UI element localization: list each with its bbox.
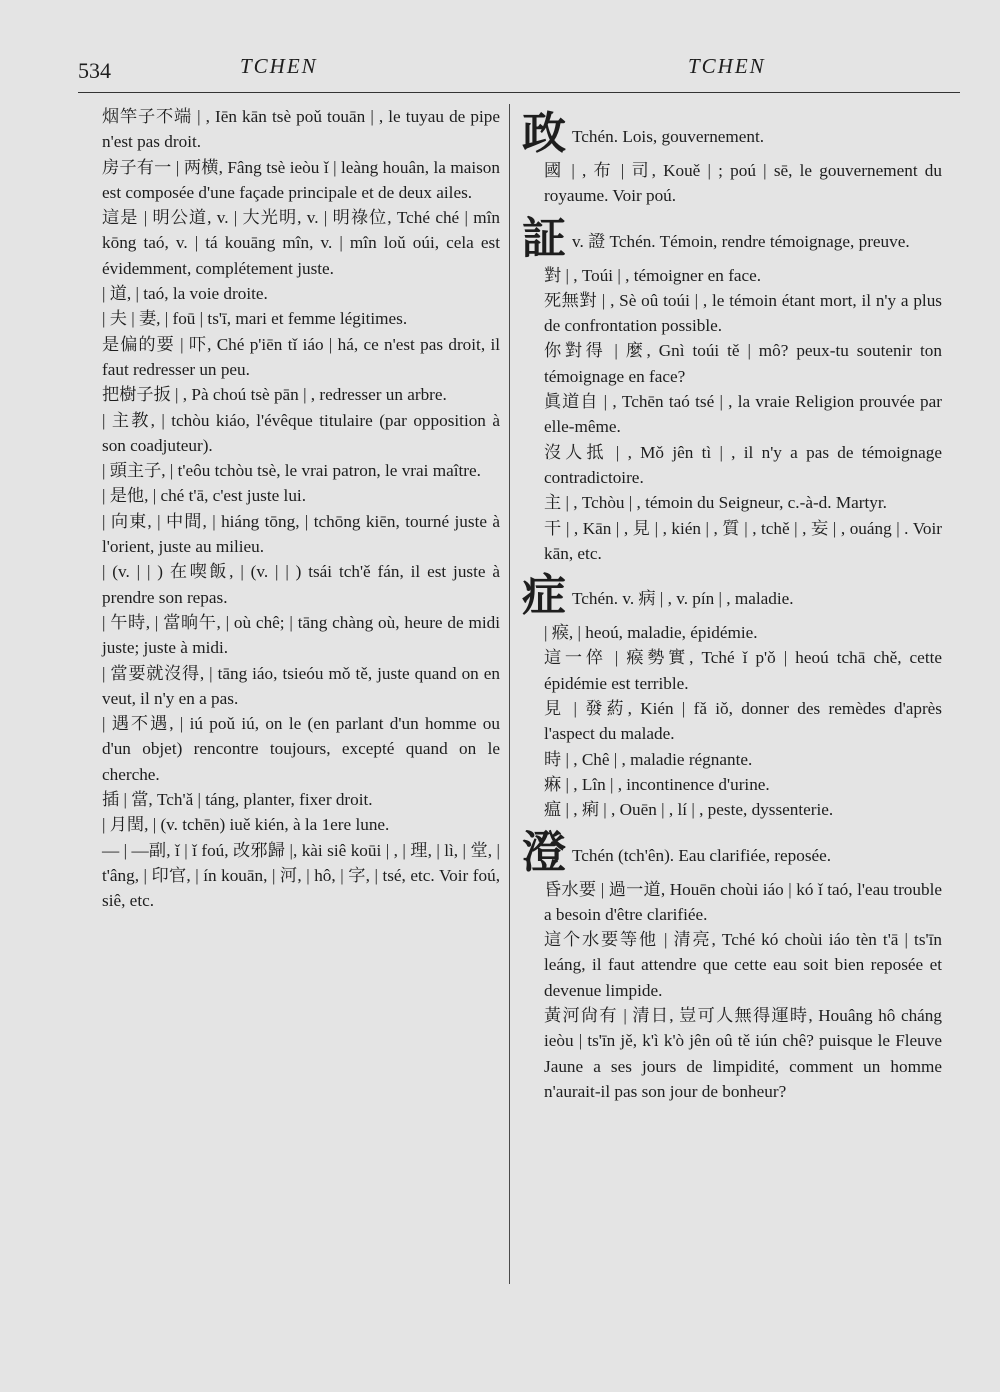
entry-text: | (v. | | ) 在喫飯, | (v. | | ) tsái tch'ě fán, il est juste à prendre son repas. bbox=[102, 562, 500, 607]
dictionary-entry bbox=[522, 490, 942, 515]
entry-text: 是偏的要 | 吓, Ché p'iēn tǐ iáo | há, ce n'est pas droit, il faut redresser un peu. bbox=[102, 334, 500, 379]
entry-text: 你對得 | 麼, Gnì toúi tě | mô? peux-tu soutenir ton témoignage en face? bbox=[544, 341, 942, 386]
dictionary-entry bbox=[522, 516, 942, 567]
entry-text: | 主教, | tchòu kiáo, l'évêque titulaire (par opposition à son coadjuteur). bbox=[102, 410, 500, 455]
header-rule bbox=[78, 92, 960, 93]
entry-text: 這一倅 | 瘊勢實, Tché ǐ p'ǒ | heoú tchā chě, cette épidémie est terrible. bbox=[544, 648, 942, 693]
dictionary-entry bbox=[522, 263, 942, 288]
entry-text: 插 | 當, Tch'ǎ | táng, planter, fixer droit. bbox=[102, 790, 373, 810]
dictionary-entry bbox=[522, 696, 942, 747]
entry-text: 眞道自 | , Tchēn taó tsé | , la vraie Religion prouvée par elle-même. bbox=[544, 392, 942, 437]
entry-text: 死無對 | , Sè oû toúi | , le témoin étant mort, il n'y a plus de confrontation possible. bbox=[544, 290, 942, 336]
entry-text: Tchén (tch'ên). Eau clarifiée, reposée. bbox=[572, 845, 832, 865]
right-column bbox=[522, 104, 942, 1104]
dictionary-entry bbox=[80, 281, 500, 306]
dictionary-headword-entry bbox=[522, 110, 942, 158]
dictionary-entry bbox=[80, 332, 500, 383]
dictionary-entry bbox=[522, 158, 942, 209]
entry-text: | 是他, | ché t'ā, c'est juste lui. bbox=[102, 486, 307, 506]
left-column bbox=[80, 104, 500, 914]
dictionary-entry bbox=[80, 306, 500, 331]
dictionary-headword-entry bbox=[522, 212, 942, 264]
dictionary-entry bbox=[522, 620, 942, 645]
entry-text: 見 | 發葯, Kién | fǎ iǒ, donner des remèdes d'après l'aspect du malade. bbox=[544, 699, 942, 744]
dictionary-entry bbox=[522, 645, 942, 696]
dictionary-entry bbox=[522, 747, 942, 772]
running-head-left: TCHEN bbox=[240, 54, 318, 78]
dictionary-entry bbox=[80, 205, 500, 281]
entry-text: 國 | , 布 | 司, Kouě | ; poú | sē, le gouvernement du royaume. Voir poú. bbox=[544, 161, 942, 206]
dictionary-entry bbox=[80, 408, 500, 459]
entry-text: 對 | , Toúi | , témoigner en face. bbox=[544, 265, 762, 285]
dictionary-entry bbox=[80, 483, 500, 508]
dictionary-entry bbox=[80, 509, 500, 560]
entry-text: | 當要就沒得, | tāng iáo, tsieóu mǒ tě, juste quand on en veut, il n'y en a pas. bbox=[102, 663, 500, 708]
dictionary-entry bbox=[80, 812, 500, 837]
entry-text: 時 | , Chê | , maladie régnante. bbox=[544, 749, 753, 769]
entry-text: 黃河尙有 | 清日, 豈可人無得運時, Houâng hô cháng ieòu | ts'īn jě, k'ì k'ò jên oû tě iún chê? puisque le Fleuve Jaune a ses jours de limpidité, comment un homme n'aurait-il pas son jour de bonheur? bbox=[544, 1006, 942, 1101]
entry-text: 把樹子扳 | , Pà choú tsè pān | , redresser un arbre. bbox=[102, 385, 447, 405]
dictionary-entry bbox=[522, 927, 942, 1003]
dictionary-entry bbox=[80, 155, 500, 206]
dictionary-entry bbox=[80, 104, 500, 155]
dictionary-entry bbox=[522, 1003, 942, 1104]
dictionary-entry bbox=[80, 711, 500, 787]
entry-text: | 頭主子, | t'eôu tchòu tsè, le vrai patron, le vrai maître. bbox=[102, 461, 481, 481]
dictionary-entry bbox=[522, 877, 942, 928]
entry-text: 主 | , Tchòu | , témoin du Seigneur, c.-à-d. Martyr. bbox=[544, 493, 887, 513]
dictionary-entry bbox=[80, 838, 500, 914]
entry-text: v. 證 Tchén. Témoin, rendre témoignage, preuve. bbox=[572, 231, 910, 251]
entry-text: 昏水要 | 過一道, Houēn choùi iáo | kó ǐ taó, l'eau trouble a besoin d'être clarifiée. bbox=[544, 879, 942, 924]
dictionary-entry bbox=[80, 458, 500, 483]
dictionary-entry bbox=[80, 787, 500, 812]
entry-text: | 瘊, | heoú, maladie, épidémie. bbox=[544, 623, 758, 643]
column-divider bbox=[509, 104, 510, 1284]
dictionary-entry bbox=[80, 382, 500, 407]
entry-text: 房子有一 | 两横, Fâng tsè ieòu ǐ | leàng houân, la maison est composée d'une façade principale et de deux ailes. bbox=[102, 157, 500, 202]
entry-text: 這是 | 明公道, v. | 大光明, v. | 明祿位, Tché ché | mîn kōng taó, v. | tá kouāng mîn, v. | mîn loǔ oúi, cela est évidemment, complétement juste. bbox=[102, 208, 500, 278]
entry-text: 沒人抵 | , Mǒ jên tì | , il n'y a pas de témoignage contradictoire. bbox=[544, 442, 942, 487]
entry-text: | 道, | taó, la voie droite. bbox=[102, 284, 268, 304]
entry-text: | 午時, | 當晌午, | où chê; | tāng chàng où, heure de midi juste; juste à midi. bbox=[102, 612, 500, 658]
entry-text: 烟竿子不端 | , Iēn kān tsè poǔ touān | , le tuyau de pipe n'est pas droit. bbox=[102, 107, 500, 152]
dictionary-headword-entry bbox=[522, 826, 942, 878]
dictionary-entry bbox=[522, 772, 942, 797]
entry-text: | 向東, | 中間, | hiáng tōng, | tchōng kiēn, tourné juste à l'orient, juste au milieu. bbox=[102, 511, 500, 557]
headword-character: 証 bbox=[522, 212, 566, 264]
entry-text: 干 | , Kān | , 見 | , kién | , 質 | , tchě | , 妄 | , ouáng | . Voir kān, etc. bbox=[544, 518, 942, 563]
page-number: 534 bbox=[78, 58, 111, 83]
entry-text: | 夫 | 妻, | foū | ts'ī, mari et femme légitimes. bbox=[102, 309, 408, 329]
dictionary-entry bbox=[80, 559, 500, 610]
entry-text: — | —副, ǐ | ǐ foú, 改邪歸 |, kài siê koūi | , | 理, | lì, | 堂, | t'âng, | 印官, | ín kouān, | 河, | hô, | 字, | tsé, etc. Voir foú, siê, etc. bbox=[102, 840, 500, 911]
dictionary-entry bbox=[522, 288, 942, 339]
entry-text: | 月閏, | (v. tchēn) iuě kién, à la 1ere lune. bbox=[102, 815, 390, 835]
dictionary-entry bbox=[522, 338, 942, 389]
dictionary-entry bbox=[522, 389, 942, 440]
entry-text: 瘟 | , 痢 | , Ouēn | , lí | , peste, dyssenterie. bbox=[544, 800, 834, 820]
headword-character: 症 bbox=[522, 570, 566, 622]
dictionary-entry bbox=[80, 610, 500, 661]
entry-text: 痳 | , Lîn | , incontinence d'urine. bbox=[544, 774, 770, 794]
entry-text: Tchén. Lois, gouvernement. bbox=[572, 127, 765, 146]
dictionary-entry bbox=[522, 440, 942, 491]
dictionary-headword-entry bbox=[522, 572, 942, 620]
headword-character: 政 bbox=[522, 108, 566, 159]
entry-text: 這个水要等他 | 清亮, Tché kó choùi iáo tèn t'ā | ts'īn leáng, il faut attendre que cette eau soit bien reposée et devenue limpide. bbox=[544, 930, 942, 1000]
running-head-right: TCHEN bbox=[688, 54, 766, 78]
entry-text: | 遇不遇, | iú poǔ iú, on le (en parlant d'un homme ou d'un objet) rencontre toujours, excepté quand on le cherche. bbox=[102, 714, 500, 784]
headword-character: 澄 bbox=[522, 826, 566, 878]
entry-text: Tchén. v. 病 | , v. pín | , maladie. bbox=[572, 589, 794, 609]
dictionary-entry bbox=[522, 797, 942, 822]
dictionary-entry bbox=[80, 661, 500, 712]
